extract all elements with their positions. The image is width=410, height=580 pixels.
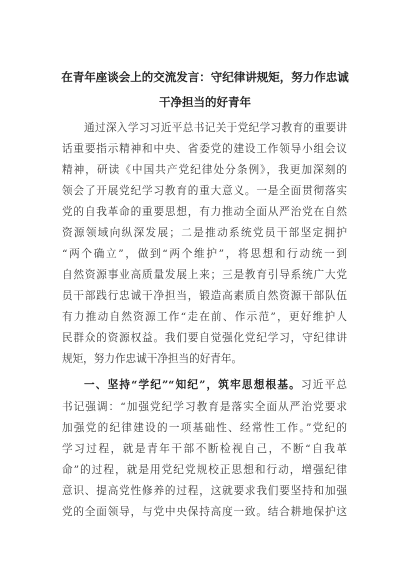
- paragraph-line: 学习过程，就是青年干部不断检视自己，不断“自我革: [62, 443, 347, 455]
- paragraph-line: 通过深入学习习近平总书记关于党纪学习教育的重要讲: [84, 122, 347, 134]
- paragraph-line: 话重要指示精神和中央、省委党的建设工作领导小组会议: [62, 143, 347, 155]
- paragraph-line: 民群众的资源权益。我们要自觉强化党纪学习，守纪律讲: [62, 332, 347, 344]
- paragraph-line: 领会了开展党纪学习教育的重大意义。一是全面贯彻落实: [62, 185, 347, 197]
- document-title-line-1: 在青年座谈会上的交流发言：守纪律讲规矩，努力作忠诚: [61, 70, 349, 84]
- section-1-heading: 一、坚持“学纪”“知纪”，筑牢思想根基。: [84, 379, 301, 391]
- paragraph-line: 资源领域向纵深发展；二是推动系统党员干部坚定拥护: [62, 227, 347, 239]
- section-1-heading-tail: 习近平总: [300, 379, 347, 391]
- paragraph-line: 自然资源事业高质量发展上来；三是教育引导系统广大党: [62, 269, 347, 281]
- paragraph-line: 加强党的纪律建设的一项基础性、经常性工作。”党纪的: [62, 422, 347, 434]
- paragraph-line: “两个确立”，做到“两个维护”，将思想和行动统一到: [62, 248, 347, 260]
- paragraph-line: 命”的过程，就是用党纪党规校正思想和行动，增强纪律: [62, 464, 347, 476]
- paragraph-line: 有力推动自然资源工作“走在前、作示范”，更好维护人: [62, 311, 347, 323]
- paragraph-line: 精神，研读《中国共产党纪律处分条例》，我更加深刻的: [62, 164, 347, 176]
- section-1-first-line: [84, 378, 347, 392]
- document-title-line-2: 干净担当的好青年: [159, 95, 251, 109]
- paragraph-line: 党的自我革命的重要思想，有力推动全面从严治党在自然: [62, 206, 347, 218]
- paragraph-line: 员干部践行忠诚干净担当，锻造高素质自然资源干部队伍: [62, 290, 347, 302]
- paragraph-line: 规矩，努力作忠诚干净担当的好青年。: [62, 353, 243, 365]
- paragraph-line: 意识、提高党性修养的过程，这就要求我们要坚持和加强: [62, 485, 347, 497]
- paragraph-line: 书记强调：“加强党纪学习教育是落实全面从严治党要求: [62, 401, 347, 413]
- paragraph-line: 党的全面领导，与党中央保持高度一致。结合耕地保护这: [62, 506, 347, 518]
